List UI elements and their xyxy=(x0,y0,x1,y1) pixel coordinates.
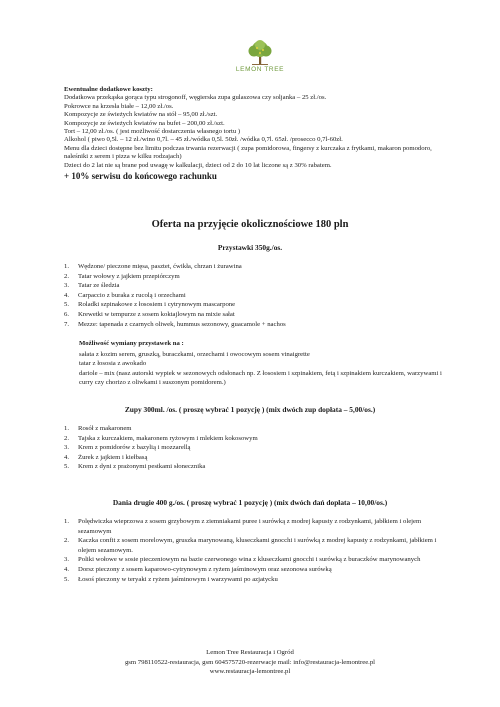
item-text: Carpaccio z buraka z rucolą i orzechami xyxy=(78,291,186,299)
item-number: 1. xyxy=(64,263,70,270)
item-text: Mezze: tapenada z czarnych oliwek, hummus sezonowy, guacamole + nachos xyxy=(78,320,286,328)
item-text: Tatar ze śledzia xyxy=(78,282,120,290)
list-item xyxy=(64,262,454,272)
item-text: Dorsz pieczony z sosem kaparowo-cytrynowym z ryżem jaśminowym oraz sezonowa surówką xyxy=(78,565,332,573)
footer xyxy=(0,648,500,677)
list-item xyxy=(64,453,454,463)
extra-cost-line: Menu dla dzieci dostępne bez limitu podczas trwania rezerwacji ( zupa pomidorowa, fingersy z kurczaka z frytkami, makaron pomodoro, naleśniki z serem i pizza w kilku rodzajach) xyxy=(64,144,432,161)
extra-costs-heading: Ewentualne dodatkowe koszty: xyxy=(64,86,153,93)
item-number: 5. xyxy=(64,301,70,309)
footer-restaurant-name: Lemon Tree Restauracja i Ogród xyxy=(206,649,294,656)
logo-text: LEMON TREE xyxy=(235,66,285,73)
item-text: Polędwiczka wieprzowa z sosem grzybowym z ziemniakami puree i surówką z modrej kapusty z rodzynkami, jabłkiem i olejem sezamowym xyxy=(78,518,422,535)
list-item xyxy=(64,424,454,434)
list-item xyxy=(64,291,454,301)
item-number: 7. xyxy=(64,320,70,328)
item-text: Rosół z makaronem xyxy=(78,425,132,432)
service-charge: + 10% serwisu do końcowego rachunku xyxy=(64,171,217,182)
extra-cost-line: Dodatkowa przekąska gorąca typu strogonoff, węgierska zupa gulaszowa czy soljanka – 25 zł./os. xyxy=(64,94,327,102)
extra-cost-line: Tort – 12,00 zł./os. ( jest możliwość dostarczenia własnego tortu ) xyxy=(64,128,241,136)
list-item xyxy=(64,462,454,472)
item-number: 2. xyxy=(64,272,70,280)
item-text: Kaczka confit z sosem morelowym, gruszka marynowaną, kluseczkami gnocchi i surówką z modrej kapusty z rodzynkami, jabłkiem i olejem sezamowym. xyxy=(78,537,437,554)
item-number: 3. xyxy=(64,282,70,290)
extra-cost-line: Dzieci do 2 lat nie są brane pod uwagę w kalkulacji, dzieci od 2 do 10 lat liczone są z 30% rabatem. xyxy=(64,161,332,169)
item-number: 4. xyxy=(64,565,70,573)
list-item xyxy=(64,443,454,453)
list-item xyxy=(64,320,454,330)
extra-cost-line: Kompozycje ze świeżych kwiatów na bufet – 200,00 zł./szt. xyxy=(64,119,225,127)
item-text: Krewetki w tempurze z sosem koktajlowym na mixie sałat xyxy=(78,310,235,318)
starters-heading: Przystawki 350g./os. xyxy=(217,243,283,252)
item-text: Wędzone/ pieczone mięsa, pasztet, ćwikła, chrzan i żurawina xyxy=(78,263,242,270)
list-item xyxy=(64,517,454,536)
item-text: Poliki wołowe w sosie pieczeniowym na bazie czerwonego wina z kluseczkami gnocchi i surówką z buraczków marynowanych xyxy=(78,556,421,564)
extra-costs-section xyxy=(64,86,444,182)
item-text: Żurek z jajkiem i kiełbasą xyxy=(78,453,148,461)
item-number: 5. xyxy=(64,575,70,583)
mains-heading: Dania drugie 400 g./os. ( proszę wybrać 1 pozycję ) (mix dwóch dań dopłata – 10,00/os.) xyxy=(112,498,388,507)
soups-list xyxy=(64,424,454,472)
list-item xyxy=(64,575,454,585)
item-number: 3. xyxy=(64,556,70,564)
extra-cost-line: Kompozycje ze świeżych kwiatów na stół – 95,00 zł./szt. xyxy=(64,111,218,119)
item-text: Krem z pomidorów z bazylią i mozzarellą xyxy=(78,444,191,452)
list-item xyxy=(64,434,454,444)
swap-line: dariole – mix (nasz autorski wypiek w sezonowych odsłonach np. Z łososiem i szpinakiem, fetą i szpinakiem kurczakiem, warzywami i curry czy chorizo z oliwkami i suszonym pomidorem.) xyxy=(79,369,442,387)
footer-website: www.restauracja-lemontree.pl xyxy=(209,668,291,676)
starters-list xyxy=(64,262,454,329)
item-number: 4. xyxy=(64,291,70,299)
extra-cost-line: Alkohol ( piwo 0,5l. – 12 zł./wino 0,7l. – 45 zł./wódka 0,5l. 50zł. /wódka 0,7l. 65zł. /prosecco 0,7l-60zł. xyxy=(64,136,343,144)
footer-contact: gsm 798110522-restauracja, gsm 604575720-rezerwacje mail: info@restauracja-lemontree.pl xyxy=(124,658,376,666)
mains-list xyxy=(64,517,454,584)
list-item xyxy=(64,310,454,320)
item-number: 5. xyxy=(64,463,70,471)
lemon-tree-logo xyxy=(224,40,296,76)
list-item xyxy=(64,300,454,310)
item-text: Krem z dyni z prażonymi pestkami słonecznika xyxy=(78,463,206,471)
extra-cost-line: Pokrowce na krzesła białe – 12,00 zł./os. xyxy=(64,102,174,110)
swap-section xyxy=(79,339,449,388)
soups-heading: Zupy 300ml. /os. ( proszę wybrać 1 pozycję ) (mix dwóch zup dopłata – 5,00/os.) xyxy=(124,405,376,414)
item-number: 6. xyxy=(64,310,70,318)
item-number: 2. xyxy=(64,434,70,442)
list-item xyxy=(64,281,454,291)
list-item xyxy=(64,272,454,282)
tree-icon xyxy=(224,40,296,68)
swap-line: tatar z łososia z awokado xyxy=(79,360,147,368)
item-number: 1. xyxy=(64,518,70,525)
item-text: Tajska z kurczakiem, makaronem ryżowym i mlekiem kokosowym xyxy=(78,434,258,442)
item-number: 2. xyxy=(64,537,70,545)
list-item xyxy=(64,565,454,575)
list-item xyxy=(64,555,454,565)
list-item xyxy=(64,536,454,555)
item-text: Roladki szpinakowe z łososiem i cytrynowym mascarpone xyxy=(78,301,236,309)
item-number: 3. xyxy=(64,444,70,452)
item-text: Tatar wołowy z jajkiem przepiórczym xyxy=(78,272,180,280)
offer-title: Oferta na przyjęcie okolicznościowe 180 pln xyxy=(151,219,349,230)
item-number: 4. xyxy=(64,453,70,461)
item-text: Łosoś pieczony w teryaki z ryżem jaśminowym i warzywami po azjatycku xyxy=(78,575,278,583)
swap-line: sałata z kozim serem, gruszką, buraczkami, orzechami i owocowym sosem vinaigrette xyxy=(79,350,310,358)
swap-heading: Możliwość wymiany przystawek na : xyxy=(79,340,184,347)
item-number: 1. xyxy=(64,425,70,432)
